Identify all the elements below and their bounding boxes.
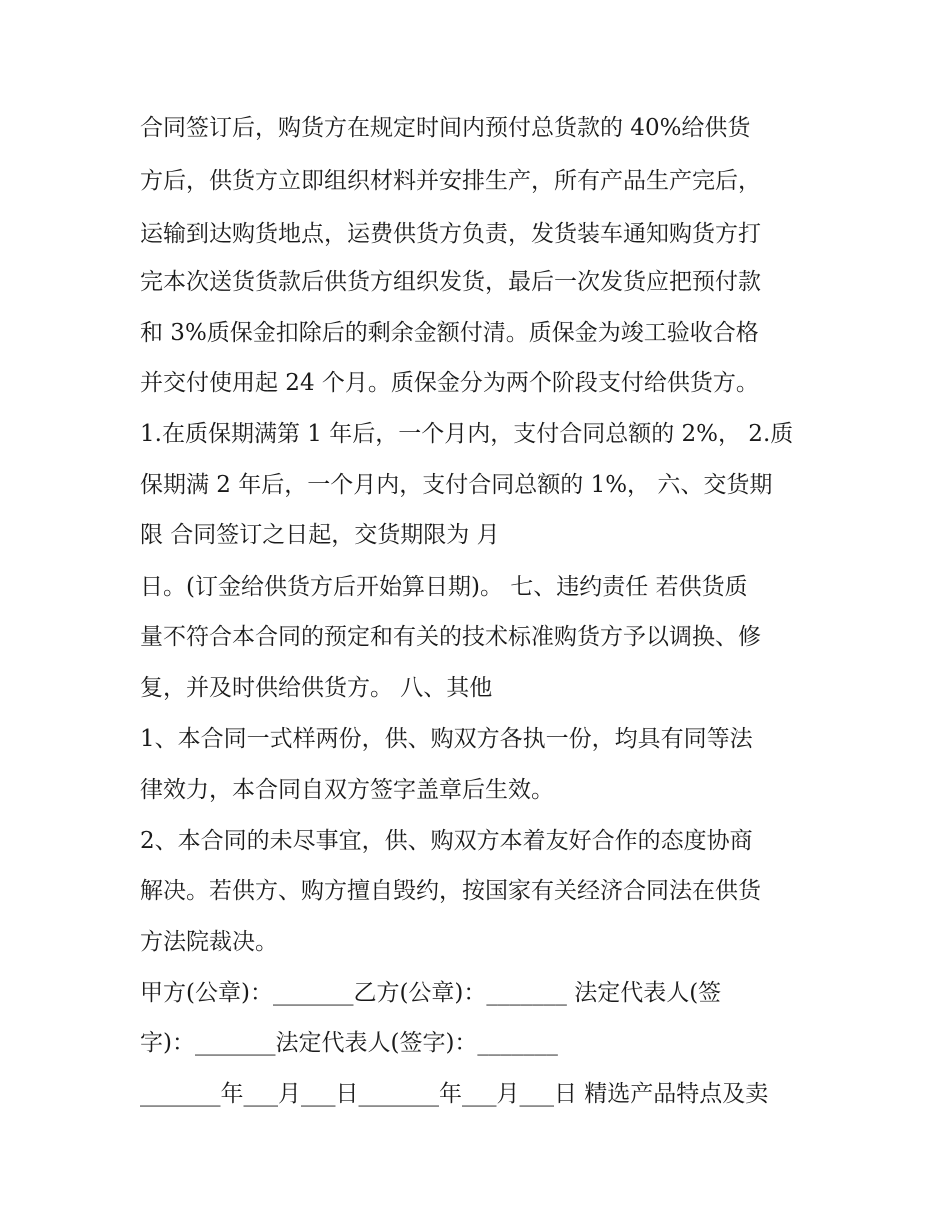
paragraph-line: 完本次送货货款后供货方组织发货，最后一次发货应把预付款 (140, 269, 761, 295)
paragraph-line: 1、本合同一式样两份，供、购双方各执一份，均具有同等法 (140, 726, 753, 752)
paragraph-line: 律效力，本合同自双方签字盖章后生效。 (140, 777, 554, 803)
signature-line: 甲方(公章)：_______乙方(公章)：_______ 法定代表人(签 (140, 980, 722, 1006)
signature-line: 字)：_______法定代表人(签字)：_______ (140, 1030, 558, 1056)
date-line: _______年___月___日_______年___月___日 精选产品特点及卖 (140, 1081, 769, 1107)
paragraph-line: 解决。若供方、购方擅自毁约，按国家有关经济合同法在供货 (140, 878, 761, 904)
paragraph-line: 保期满 2 年后，一个月内，支付合同总额的 1%， 六、交货期 (140, 472, 773, 498)
paragraph-line: 并交付使用起 24 个月。质保金分为两个阶段支付给供货方。 (140, 370, 759, 396)
paragraph-line: 量不符合本合同的预定和有关的技术标准购货方予以调换、修 (140, 624, 761, 650)
paragraph-line: 合同签订后，购货方在规定时间内预付总货款的 40%给供货 (140, 115, 751, 141)
paragraph-line: 方法院裁决。 (140, 929, 278, 955)
paragraph-line: 复，并及时供给供货方。 八、其他 (140, 675, 493, 701)
paragraph-line: 运输到达购货地点，运费供货方负责，发货装车通知购货方打 (140, 221, 761, 247)
paragraph-line: 2、本合同的未尽事宜，供、购双方本着友好合作的态度协商 (140, 828, 753, 854)
paragraph-line: 日。(订金给供货方后开始算日期)。 七、违约责任 若供货质 (140, 574, 748, 600)
paragraph-line: 限 合同签订之日起，交货期限为 月 (140, 522, 500, 548)
paragraph-line: 1.在质保期满第 1 年后，一个月内，支付合同总额的 2%， 2.质 (140, 421, 794, 447)
paragraph-line: 和 3%质保金扣除后的剩余金额付清。质保金为竣工验收合格 (140, 320, 759, 346)
paragraph-line: 方后，供货方立即组织材料并安排生产，所有产品生产完后， (140, 168, 761, 194)
